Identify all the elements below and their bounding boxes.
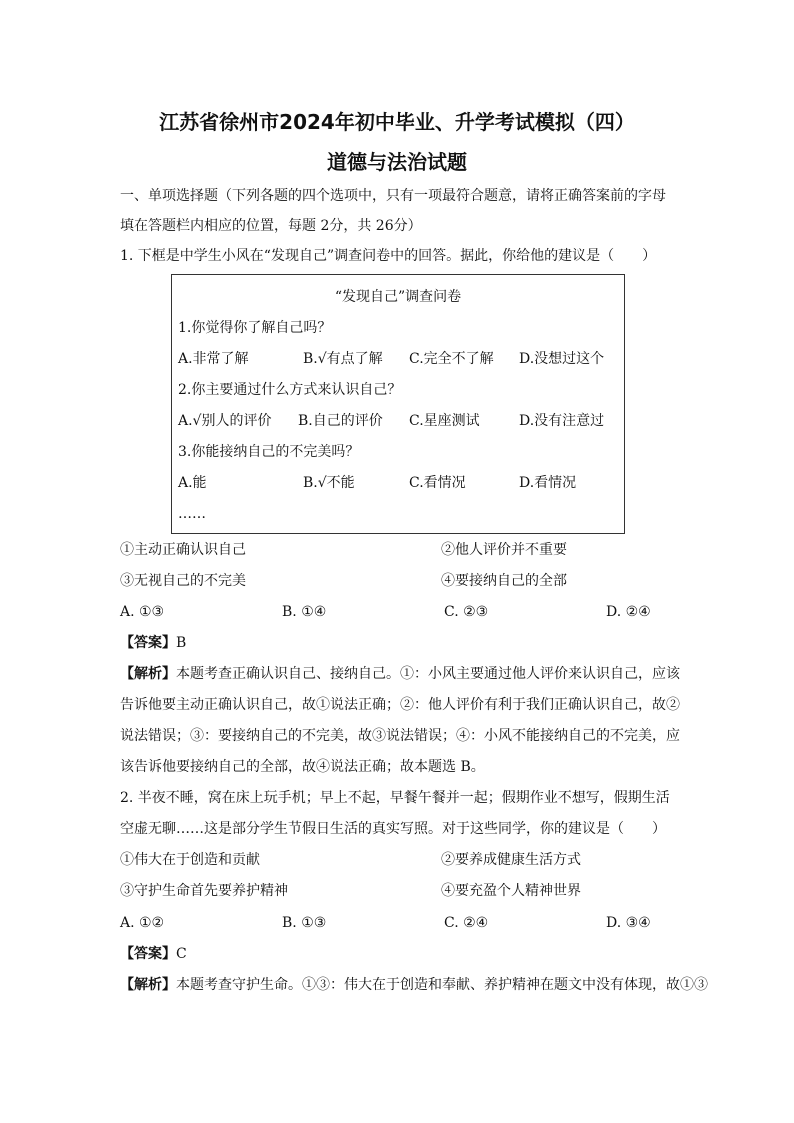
survey-q2-opt-b: B.自己的评价 [298,413,383,429]
q1-analysis-line3: 说法错误；③：要接纳自己的不完美，故③说法错误；④：小风不能接纳自己的不完美，应 [120,728,680,744]
q1-analysis-text1: 本题考查正确认识自己、接纳自己。①：小风主要通过他人评价来认识自己，应该 [176,666,680,682]
survey-q2-opt-c: C.星座测试 [409,413,480,429]
q2-analysis-label: 【解析】 [120,977,176,993]
section-heading-line1: 一、单项选择题（下列各题的四个选项中，只有一项最符合题意，请将正确答案前的字母 [120,188,666,204]
q2-choice-c: C. ②④ [444,915,489,931]
survey-q3: 3.你能接纳自己的不完美吗？ [178,444,360,460]
q1-analysis-label: 【解析】 [120,666,176,682]
q2-choice-b: B. ①③ [282,915,327,931]
survey-q2-opt-d: D.没有注意过 [519,413,605,429]
survey-q1-opt-a: A.非常了解 [178,351,249,367]
survey-q3-opt-d: D.看情况 [519,475,577,491]
survey-box [171,274,625,534]
survey-q1-opt-d: D.没想过这个 [519,351,605,367]
q1-stem: 1. 下框是中学生小风在“发现自己”调查问卷中的回答。据此，你给他的建议是（ ） [120,248,657,264]
q1-choice-d: D. ②④ [606,604,651,620]
survey-q1: 1.你觉得你了解自己吗？ [178,320,332,336]
q2-choice-a: A. ①② [120,915,165,931]
q2-answer [120,944,187,964]
survey-q1-opt-c: C.完全不了解 [409,351,494,367]
q1-item-1: ①主动正确认识自己 [120,542,246,558]
q1-choice-b: B. ①④ [282,604,327,620]
survey-q3-opt-b: B.√不能 [303,475,355,491]
q2-answer-label: 【答案】 [120,946,176,962]
q2-analysis-line1 [120,975,708,995]
survey-q2-opt-a: A.√别人的评价 [178,413,272,429]
q2-stem-line1: 2. 半夜不睡，窝在床上玩手机；早上不起，早餐午餐并一起；假期作业不想写，假期生活 [120,790,670,806]
survey-q1-opt-b: B.√有点了解 [303,351,383,367]
q2-item-3: ③守护生命首先要养护精神 [120,883,288,899]
q1-item-3: ③无视自己的不完美 [120,573,246,589]
q2-item-1: ①伟大在于创造和贡献 [120,852,260,868]
survey-q2: 2.你主要通过什么方式来认识自己？ [178,382,402,398]
q1-analysis-line1 [120,664,680,684]
survey-q3-opt-c: C.看情况 [409,475,466,491]
q2-analysis-text1: 本题考查守护生命。①③：伟大在于创造和奉献、养护精神在题文中没有体现，故①③ [176,977,708,993]
q1-choice-c: C. ②③ [444,604,489,620]
survey-title: “发现自己”调查问卷 [334,289,462,305]
q1-choice-a: A. ①③ [120,604,165,620]
q2-answer-value: C [176,946,187,962]
q1-answer-value: B [176,635,187,651]
q1-answer [120,633,186,653]
exam-title: 江苏省徐州市2024年初中毕业、升学考试模拟（四） [159,110,635,134]
q1-item-4: ④要接纳自己的全部 [441,573,567,589]
q1-analysis-line4: 该告诉他要接纳自己的全部，故④说法正确；故本题选 B。 [120,759,485,775]
q2-stem-line2: 空虚无聊……这是部分学生节假日生活的真实写照。对于这些同学，你的建议是（ ） [120,821,666,837]
survey-q3-opt-a: A.能 [178,475,207,491]
survey-ellipsis: …… [178,506,206,522]
q1-analysis-line2: 告诉他要主动正确认识自己，故①说法正确；②：他人评价有利于我们正确认识自己，故② [120,697,680,713]
q1-answer-label: 【答案】 [120,635,176,651]
q2-item-2: ②要养成健康生活方式 [441,852,581,868]
exam-subtitle: 道德与法治试题 [327,150,467,174]
q1-item-2: ②他人评价并不重要 [441,542,567,558]
q2-choice-d: D. ③④ [606,915,651,931]
section-heading-line2: 填在答题栏内相应的位置，每题 2分，共 26分） [120,218,422,234]
q2-item-4: ④要充盈个人精神世界 [441,883,581,899]
